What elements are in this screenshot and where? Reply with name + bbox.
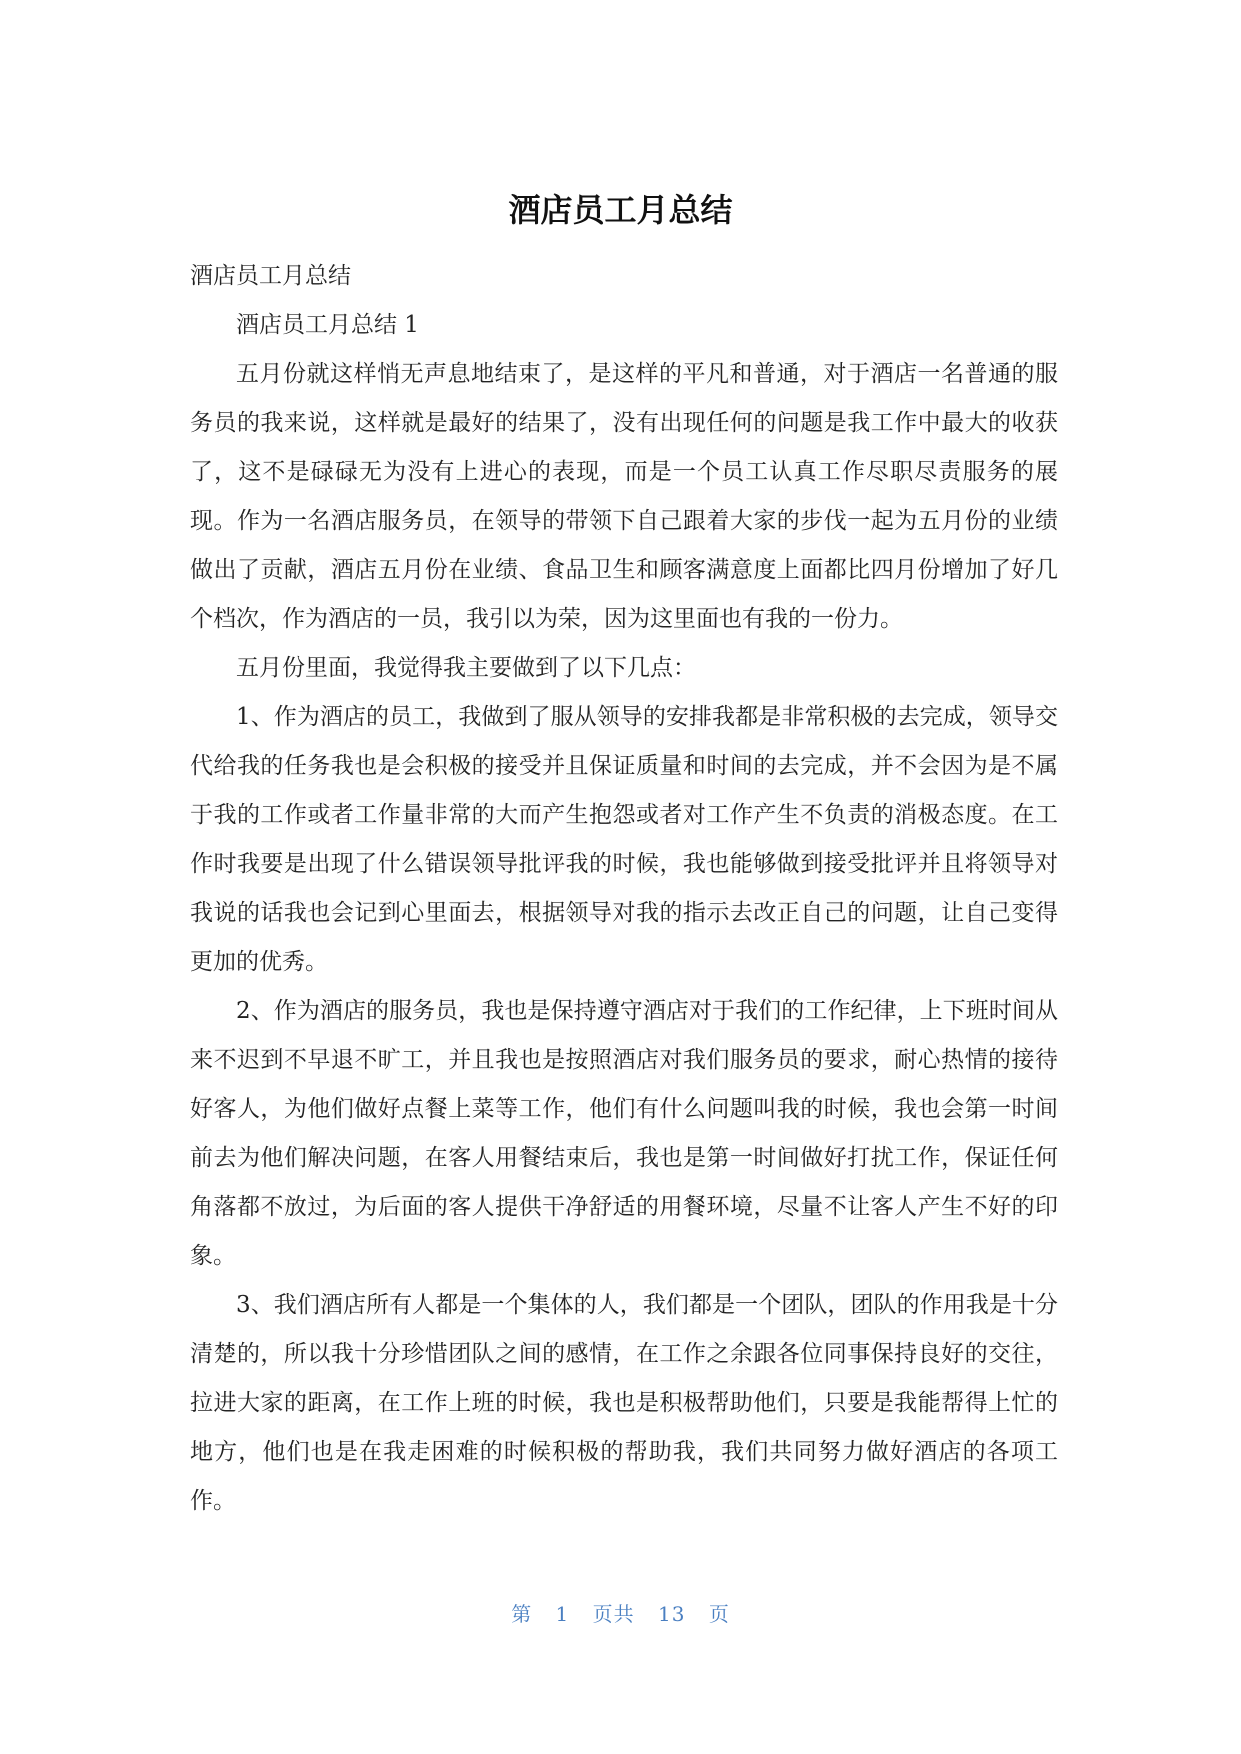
paragraph-intro: 五月份就这样悄无声息地结束了，是这样的平凡和普通，对于酒店一名普通的服务员的我来说，这样就是最好的结果了，没有出现任何的问题是我工作中最大的收获了，这不是碌碌无为没有上进心的表现，而是一个员工认真工作尽职尽责服务的展现。作为一名酒店服务员，在领导的带领下自己跟着大家的步伐一起为五月份的业绩做出了贡献，酒店五月份在业绩、食品卫生和顾客满意度上面都比四月份增加了好几个档次，作为酒店的一员，我引以为荣，因为这里面也有我的一份力。 — [190, 361, 1058, 632]
footer-total-pages: 13 — [658, 1602, 686, 1626]
paragraph-point-3: 3、我们酒店所有人都是一个集体的人，我们都是一个团队，团队的作用我是十分清楚的，所以我十分珍惜团队之间的感情，在工作之余跟各位同事保持良好的交往，拉进大家的距离，在工作上班的时候，我也是积极帮助他们，只要是我能帮得上忙的地方，他们也是在我走困难的时候积极的帮助我，我们共同努力做好酒店的各项工作。 — [190, 1292, 1058, 1514]
paragraph-point-1: 1、作为酒店的员工，我做到了服从领导的安排我都是非常积极的去完成，领导交代给我的任务我也是会积极的接受并且保证质量和时间的去完成，并不会因为是不属于我的工作或者工作量非常的大而产生抱怨或者对工作产生不负责的消极态度。在工作时我要是出现了什么错误领导批评我的时候，我也能够做到接受批评并且将领导对我说的话我也会记到心里面去，根据领导对我的指示去改正自己的问题，让自己变得更加的优秀。 — [190, 704, 1058, 975]
footer-middle: 页共 — [592, 1602, 635, 1626]
footer-current-page: 1 — [555, 1602, 570, 1626]
footer-prefix: 第 — [511, 1602, 533, 1626]
paragraph-point-2: 2、作为酒店的服务员，我也是保持遵守酒店对于我们的工作纪律，上下班时间从来不迟到不早退不旷工，并且我也是按照酒店对我们服务员的要求，耐心热情的接待好客人，为他们做好点餐上菜等工作，他们有什么问题叫我的时候，我也会第一时间前去为他们解决问题，在客人用餐结束后，我也是第一时间做好打扰工作，保证任何角落都不放过，为后面的客人提供干净舒适的用餐环境，尽量不让客人产生不好的印象。 — [190, 998, 1058, 1269]
page-title: 酒店员工月总结 — [508, 191, 733, 229]
document-subtitle: 酒店员工月总结 — [190, 263, 351, 289]
footer-suffix: 页 — [708, 1602, 730, 1626]
paragraph-points-intro: 五月份里面，我觉得我主要做到了以下几点： — [236, 655, 696, 681]
page-footer — [0, 1598, 1241, 1627]
document-body — [190, 252, 1058, 1526]
section-heading: 酒店员工月总结 1 — [236, 312, 419, 338]
